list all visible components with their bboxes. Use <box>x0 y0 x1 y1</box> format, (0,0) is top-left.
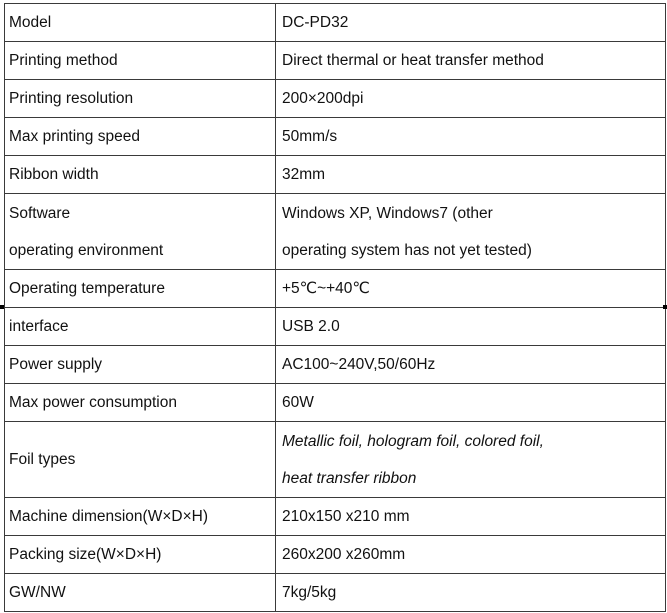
table-row <box>5 118 666 156</box>
row-label-max-printing-speed: Max printing speed <box>5 118 276 156</box>
row-value-model: DC-PD32 <box>276 4 666 42</box>
row-value-operating-temperature: +5℃~+40℃ <box>276 270 666 308</box>
row-label-machine-dimension: Machine dimension(W×D×H) <box>5 498 276 536</box>
row-value-software <box>276 194 666 270</box>
row-label-ribbon-width: Ribbon width <box>5 156 276 194</box>
row-value-ribbon-width: 32mm <box>276 156 666 194</box>
row-label-packing-size: Packing size(W×D×H) <box>5 536 276 574</box>
row-label-power-supply: Power supply <box>5 346 276 384</box>
row-value-interface: USB 2.0 <box>276 308 666 346</box>
row-label-printing-resolution: Printing resolution <box>5 80 276 118</box>
row-label-gw-nw: GW/NW <box>5 574 276 612</box>
row-label-foil-types: Foil types <box>5 422 276 498</box>
row-value-foil-types-line1: Metallic foil, hologram foil, colored foil, <box>282 432 544 450</box>
row-value-foil-types <box>276 422 666 498</box>
row-value-printing-method: Direct thermal or heat transfer method <box>276 42 666 80</box>
spec-sheet <box>4 3 661 610</box>
table-row <box>5 498 666 536</box>
row-label-max-power-consumption: Max power consumption <box>5 384 276 422</box>
row-value-software-line1: Windows XP, Windows7 (other <box>282 204 493 222</box>
table-row <box>5 4 666 42</box>
row-label-operating-temperature: Operating temperature <box>5 270 276 308</box>
crop-mark-left <box>0 305 4 309</box>
table-row <box>5 422 666 498</box>
table-row <box>5 574 666 612</box>
row-value-software-line2: operating system has not yet tested) <box>282 241 532 259</box>
table-row <box>5 194 666 270</box>
table-row <box>5 42 666 80</box>
row-value-gw-nw: 7kg/5kg <box>276 574 666 612</box>
row-value-packing-size: 260x200 x260mm <box>276 536 666 574</box>
spec-table <box>4 3 666 612</box>
row-label-printing-method: Printing method <box>5 42 276 80</box>
row-label-interface: interface <box>5 308 276 346</box>
row-value-power-supply: AC100~240V,50/60Hz <box>276 346 666 384</box>
table-row <box>5 384 666 422</box>
row-label-model: Model <box>5 4 276 42</box>
row-label-software-line2: operating environment <box>9 241 164 259</box>
row-value-max-power-consumption: 60W <box>276 384 666 422</box>
table-row <box>5 156 666 194</box>
table-row <box>5 346 666 384</box>
table-row <box>5 308 666 346</box>
row-value-max-printing-speed: 50mm/s <box>276 118 666 156</box>
row-label-software <box>5 194 276 270</box>
row-value-printing-resolution: 200×200dpi <box>276 80 666 118</box>
row-value-machine-dimension: 210x150 x210 mm <box>276 498 666 536</box>
table-row <box>5 270 666 308</box>
row-label-software-line1: Software <box>9 204 71 222</box>
table-row <box>5 536 666 574</box>
crop-mark-right <box>663 305 667 309</box>
row-value-foil-types-line2: heat transfer ribbon <box>282 469 417 487</box>
table-row <box>5 80 666 118</box>
